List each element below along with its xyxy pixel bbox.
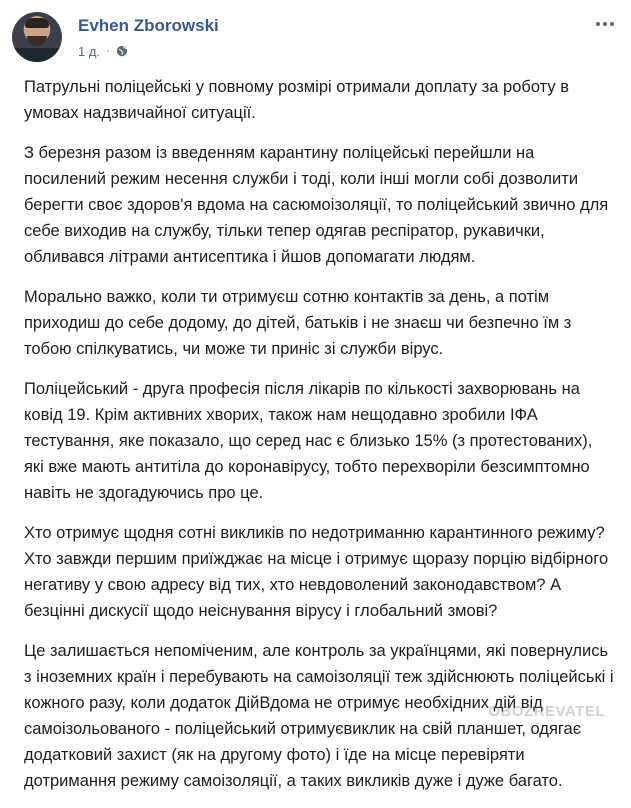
post-header (12, 12, 619, 64)
post-paragraph: Патрульні поліцейські у повному розмірі отримали доплату за роботу в умовах надзвичайної ситуації. (24, 78, 569, 122)
avatar-hair (25, 18, 49, 28)
more-options-icon[interactable] (591, 12, 619, 36)
avatar-shirt (12, 48, 62, 62)
author-name[interactable]: Evhen Zborowski (78, 16, 219, 35)
post-paragraph: Це залишається непоміченим, але контроль за українцями, які повернулись з іноземних країн і перебувають на самоізоляції теж здійснюють поліцейські і кожного разу, коли додаток ДійВдома не отримує необхідних дій від самоізольованого - поліцейський отримуєвиклик на свій планшет, одягає додатковий захист (як на другому фото) і їде на місце перевіряти дотримання режиму самоізоляції, а таких викликів дуже і дуже багато. (24, 642, 614, 790)
post-time[interactable]: 1 д. (78, 43, 101, 59)
avatar-beard (27, 36, 47, 46)
post-paragraph: Поліцейський - друга професія після лікарів по кількості захворювань на ковід 19. Крім активних хворих, також нам нещодавно зробили ІФА тестування, яке показало, що серед нас є близько 15% (з протестованих), які вже мають антитіла до коронавірусу, тобто перехворіли безсимптомно навіть не здогадуючись про це. (24, 380, 593, 502)
post-meta (78, 42, 128, 60)
avatar[interactable] (12, 12, 62, 62)
globe-icon[interactable] (116, 45, 128, 57)
watermark: OBOZREVATEL (488, 703, 605, 720)
post-paragraph: З березня разом із введенням карантину поліцейські перейшли на посилений режим несення служби і тоді, коли інші могли собі дозволити берегти своє здоров'я вдома на сасюмоізоляції, то поліцейський звично для себе виходив на службу, тільки тепер одягав респіратор, рукавички, обливався літрами антисептика і йшов допомагати людям. (24, 144, 609, 266)
post-body (24, 74, 614, 808)
more-dot (610, 22, 614, 26)
more-dot (596, 22, 600, 26)
meta-separator: · (106, 45, 110, 57)
more-dot (603, 22, 607, 26)
post-paragraph: Хто отримує щодня сотні викликів по недотриманню карантинного режиму? Хто завжди першим приїжджає на місце і отримує щоразу порцію відбірного негативу у свою адресу від тих, хто невдоволений законодавством? А безцінні дискусії щодо неіснування вірусу і глобальний змові? (24, 524, 609, 620)
post-paragraph: Морально важко, коли ти отримуєш сотню контактів за день, а потім приходиш до себе додому, до дітей, батьків і не знаєш чи безпечно їм з тобою спілкуватись, чи може ти приніс зі служби вірус. (24, 288, 572, 358)
